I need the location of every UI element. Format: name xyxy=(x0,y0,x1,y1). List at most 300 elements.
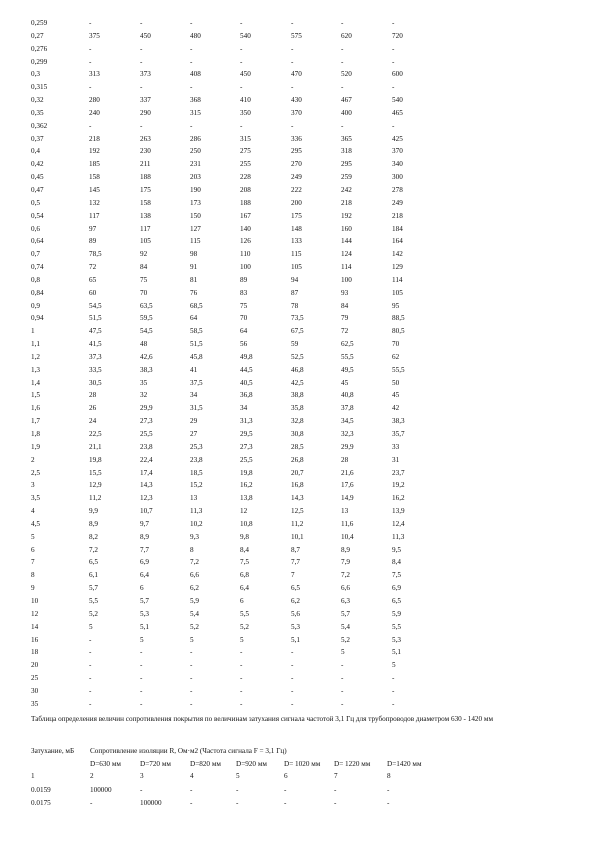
resistance-value: 75 xyxy=(240,301,248,310)
resistance-value: - xyxy=(291,674,294,683)
resistance-value: 259 xyxy=(341,173,352,182)
table-row xyxy=(31,184,591,197)
resistance-value: 72 xyxy=(341,327,349,336)
attenuation-value: 7 xyxy=(31,558,35,567)
resistance-value: 40,5 xyxy=(240,378,253,387)
attenuation-value: 0,3 xyxy=(31,70,40,79)
resistance-value: 27 xyxy=(190,430,198,438)
resistance-value: 11,2 xyxy=(291,519,304,528)
resistance-value: 365 xyxy=(341,134,352,143)
table-row xyxy=(31,248,591,261)
resistance-value: 190 xyxy=(190,185,201,194)
resistance-value: - xyxy=(240,83,243,92)
resistance-value: 410 xyxy=(240,96,251,105)
resistance-value: - xyxy=(89,83,92,92)
resistance-value: 51,5 xyxy=(89,314,102,323)
resistance-value: - xyxy=(89,121,92,130)
attenuation-value: 1,5 xyxy=(31,391,40,400)
resistance-value: 185 xyxy=(89,160,100,169)
resistance-value: 37,5 xyxy=(190,378,203,387)
resistance-value: 51,5 xyxy=(190,340,203,349)
resistance-value: 19,2 xyxy=(392,481,405,490)
resistance-value: - xyxy=(190,57,193,66)
table-row xyxy=(31,659,591,672)
resistance-value: - xyxy=(140,686,143,695)
resistance-value: 10,8 xyxy=(240,519,253,528)
table-row xyxy=(31,621,591,634)
table-row xyxy=(31,364,591,377)
attenuation-value: 0,6 xyxy=(31,224,40,233)
resistance-value: 37,3 xyxy=(89,352,102,361)
attenuation-value: 12 xyxy=(31,609,39,618)
resistance-value: - xyxy=(392,83,395,92)
attenuation-value: 0.0175 xyxy=(31,799,51,807)
resistance-value: 16,2 xyxy=(240,481,253,490)
resistance-value: 21,6 xyxy=(341,468,354,477)
resistance-value: 58,5 xyxy=(190,327,203,336)
resistance-value: 6,5 xyxy=(392,596,401,605)
table-row xyxy=(31,556,591,569)
resistance-value: 540 xyxy=(392,96,403,105)
resistance-value: 100000 xyxy=(90,785,112,794)
resistance-value: - xyxy=(89,686,92,695)
attenuation-value: 0,94 xyxy=(31,314,44,323)
table-row xyxy=(31,120,591,133)
resistance-value: 138 xyxy=(140,211,151,220)
resistance-value: 7,2 xyxy=(190,558,199,567)
resistance-value: 28 xyxy=(89,391,97,400)
diameter-header: D= 1020 мм xyxy=(284,760,321,768)
resistance-value: 60 xyxy=(89,288,97,297)
resistance-value: 5,7 xyxy=(341,609,350,618)
resistance-value: - xyxy=(190,674,193,683)
attenuation-value: 20 xyxy=(31,661,39,670)
resistance-value: 41,5 xyxy=(89,340,102,349)
resistance-value: 450 xyxy=(140,31,151,40)
resistance-value: - xyxy=(392,686,395,695)
resistance-value: 14,9 xyxy=(341,494,354,503)
resistance-value: 42 xyxy=(392,404,400,413)
resistance-value: 5,9 xyxy=(392,609,401,618)
resistance-value: 5 xyxy=(236,772,240,780)
resistance-value: 92 xyxy=(140,250,148,259)
attenuation-value: 1,7 xyxy=(31,417,40,426)
resistance-value: 467 xyxy=(341,96,352,105)
resistance-value: 56 xyxy=(240,340,248,349)
table-row xyxy=(31,797,591,811)
attenuation-value: 1 xyxy=(31,327,35,336)
resistance-value: 31,5 xyxy=(190,404,203,413)
resistance-header-table xyxy=(31,744,591,811)
resistance-value: 81 xyxy=(190,275,198,284)
resistance-value: 7,5 xyxy=(240,558,249,567)
resistance-value: - xyxy=(190,699,193,708)
resistance-value: 62,5 xyxy=(341,340,354,349)
attenuation-value: 0,45 xyxy=(31,173,44,182)
resistance-value: 72 xyxy=(89,263,97,272)
table-row xyxy=(31,287,591,300)
attenuation-value: 35 xyxy=(31,699,39,708)
resistance-value: 8,2 xyxy=(89,532,98,541)
resistance-value: 164 xyxy=(392,237,403,246)
table-row xyxy=(31,56,591,69)
resistance-value: - xyxy=(140,121,143,130)
resistance-value: 24 xyxy=(89,417,97,426)
resistance-value: 5 xyxy=(392,661,396,670)
resistance-value: 148 xyxy=(291,224,302,233)
table-row xyxy=(31,351,591,364)
resistance-value: 100 xyxy=(240,263,251,272)
resistance-value: 8,7 xyxy=(291,545,300,554)
resistance-value: 54,5 xyxy=(89,301,102,310)
attenuation-value: 4 xyxy=(31,507,35,516)
resistance-value: 286 xyxy=(190,134,201,143)
resistance-value: 59 xyxy=(291,340,299,349)
resistance-value: - xyxy=(341,121,344,130)
resistance-value: 7 xyxy=(334,772,338,780)
resistance-value: 6,9 xyxy=(140,558,149,567)
resistance-value: 23,8 xyxy=(190,455,203,464)
attenuation-value: 5 xyxy=(31,532,35,541)
resistance-value: 38,3 xyxy=(140,365,153,374)
resistance-value: 318 xyxy=(341,147,352,156)
resistance-value: 6,2 xyxy=(190,584,199,593)
resistance-value: 5,9 xyxy=(190,596,199,605)
resistance-value: 84 xyxy=(140,263,148,272)
resistance-value: 228 xyxy=(240,173,251,182)
resistance-value: 115 xyxy=(291,250,302,259)
resistance-value: - xyxy=(341,83,344,92)
resistance-value: 280 xyxy=(89,96,100,105)
resistance-value: 6,1 xyxy=(89,571,98,580)
table-row xyxy=(31,312,591,325)
resistance-value: 40,8 xyxy=(341,391,354,400)
attenuation-value: 0,35 xyxy=(31,108,44,117)
resistance-value: 124 xyxy=(341,250,352,259)
resistance-value: 408 xyxy=(190,70,201,79)
resistance-value: 425 xyxy=(392,134,403,143)
attenuation-value: 25 xyxy=(31,674,39,683)
resistance-value: 5,1 xyxy=(140,622,149,631)
attenuation-value: 30 xyxy=(31,686,39,695)
resistance-value: - xyxy=(89,699,92,708)
resistance-value: - xyxy=(240,44,243,53)
resistance-value: 114 xyxy=(341,263,352,272)
resistance-value: 129 xyxy=(392,263,403,272)
table-row xyxy=(31,402,591,415)
resistance-value: 5,3 xyxy=(140,609,149,618)
resistance-value: 250 xyxy=(190,147,201,156)
resistance-value: 370 xyxy=(291,108,302,117)
resistance-value: 64 xyxy=(240,327,248,336)
resistance-value: 34,5 xyxy=(341,417,354,426)
resistance-value: 27,3 xyxy=(140,417,153,426)
resistance-value: 600 xyxy=(392,70,403,79)
resistance-value: 620 xyxy=(341,31,352,40)
resistance-value: 11,6 xyxy=(341,519,354,528)
resistance-value: 275 xyxy=(240,147,251,156)
resistance-value: 144 xyxy=(341,237,352,246)
resistance-value: 17,4 xyxy=(140,468,153,477)
resistance-value: 28 xyxy=(341,455,349,464)
resistance-value: 5,7 xyxy=(140,596,149,605)
resistance-value: 38,3 xyxy=(392,417,405,426)
resistance-value: 67,5 xyxy=(291,327,304,336)
resistance-value: 218 xyxy=(89,134,100,143)
resistance-value: 23,8 xyxy=(140,442,153,451)
resistance-value: - xyxy=(90,799,93,807)
resistance-value: 110 xyxy=(240,250,251,259)
resistance-value: 25,3 xyxy=(190,442,203,451)
resistance-value: 6 xyxy=(240,596,244,605)
resistance-value: 13,9 xyxy=(392,507,405,516)
resistance-value: 465 xyxy=(392,108,403,117)
table-row xyxy=(31,505,591,518)
resistance-value: 13 xyxy=(190,494,198,503)
resistance-value: 105 xyxy=(392,288,403,297)
resistance-value: 50 xyxy=(392,378,400,387)
attenuation-value: 1 xyxy=(31,772,35,780)
resistance-value: 42,6 xyxy=(140,352,153,361)
resistance-value: - xyxy=(236,799,239,807)
resistance-value: 12 xyxy=(240,507,248,516)
table-row xyxy=(31,145,591,158)
attenuation-value: 0,54 xyxy=(31,211,44,220)
resistance-value: 336 xyxy=(291,134,302,143)
resistance-value: 5 xyxy=(140,635,144,644)
attenuation-value: 18 xyxy=(31,648,39,657)
diameter-header: D=920 мм xyxy=(236,760,267,768)
resistance-value: 16,8 xyxy=(291,481,304,490)
attenuation-value: 1,2 xyxy=(31,352,40,361)
resistance-value: 222 xyxy=(291,185,302,194)
resistance-value: 8 xyxy=(387,772,391,780)
resistance-value: - xyxy=(89,44,92,53)
resistance-value: - xyxy=(140,785,143,794)
resistance-value: 46,8 xyxy=(291,365,304,374)
resistance-value: 720 xyxy=(392,31,403,40)
resistance-value: 158 xyxy=(140,198,151,207)
resistance-value: 36,8 xyxy=(240,391,253,400)
resistance-value: 7,2 xyxy=(341,571,350,580)
attenuation-value: 1,6 xyxy=(31,404,40,413)
resistance-value: - xyxy=(291,57,294,66)
table-row xyxy=(31,479,591,492)
resistance-value: 25,5 xyxy=(140,430,153,438)
resistance-value: 63,5 xyxy=(140,301,153,310)
resistance-value: 31,3 xyxy=(240,417,253,426)
attenuation-value: 14 xyxy=(31,622,39,631)
resistance-value: 21,1 xyxy=(89,442,102,451)
attenuation-value: 0,315 xyxy=(31,83,48,92)
resistance-value: 263 xyxy=(140,134,151,143)
table-row xyxy=(31,569,591,582)
resistance-value: 88,5 xyxy=(392,314,405,323)
table-row xyxy=(31,646,591,659)
diameter-header: D=1420 мм xyxy=(387,760,422,768)
resistance-value: 350 xyxy=(240,108,251,117)
resistance-value: 242 xyxy=(341,185,352,194)
resistance-value: 65 xyxy=(89,275,97,284)
resistance-value: - xyxy=(291,661,294,670)
resistance-value: - xyxy=(140,44,143,53)
table-row xyxy=(31,634,591,647)
resistance-value: - xyxy=(140,674,143,683)
resistance-value: - xyxy=(190,44,193,53)
resistance-value: 32,8 xyxy=(291,417,304,426)
table-row xyxy=(31,133,591,146)
table-row xyxy=(31,17,591,30)
resistance-value: 13 xyxy=(341,507,349,516)
attenuation-value: 0,362 xyxy=(31,121,48,130)
resistance-value: 49,5 xyxy=(341,365,354,374)
resistance-value: 300 xyxy=(392,173,403,182)
table-row xyxy=(31,389,591,402)
resistance-value: 6 xyxy=(140,584,144,593)
resistance-value: 14,3 xyxy=(291,494,304,503)
resistance-value: - xyxy=(140,57,143,66)
resistance-value: 34 xyxy=(190,391,198,400)
resistance-value: 55,5 xyxy=(392,365,405,374)
resistance-value: 218 xyxy=(392,211,403,220)
resistance-value: 54,5 xyxy=(140,327,153,336)
table-row xyxy=(31,582,591,595)
table-row xyxy=(31,94,591,107)
attenuation-value: 0,276 xyxy=(31,44,48,53)
resistance-value: - xyxy=(392,57,395,66)
resistance-value: 5,5 xyxy=(392,622,401,631)
resistance-value: - xyxy=(291,686,294,695)
resistance-value: 9,7 xyxy=(140,519,149,528)
resistance-value: 10,4 xyxy=(341,532,354,541)
resistance-value: 97 xyxy=(89,224,97,233)
table-row xyxy=(31,698,591,711)
resistance-value: 23,7 xyxy=(392,468,405,477)
resistance-value: - xyxy=(341,661,344,670)
attenuation-value: 0,8 xyxy=(31,275,40,284)
resistance-value: - xyxy=(190,785,193,794)
attenuation-value: 0,47 xyxy=(31,185,44,194)
resistance-value: 133 xyxy=(291,237,302,246)
resistance-value: - xyxy=(334,785,337,794)
resistance-value: 230 xyxy=(140,147,151,156)
resistance-value: 76 xyxy=(190,288,198,297)
resistance-value: 142 xyxy=(392,250,403,259)
resistance-value: 70 xyxy=(392,340,400,349)
table-row xyxy=(31,672,591,685)
resistance-value: 91 xyxy=(190,263,198,272)
resistance-value: 78,5 xyxy=(89,250,102,259)
attenuation-value: 0,259 xyxy=(31,19,48,27)
table-row xyxy=(31,784,591,798)
resistance-value: - xyxy=(392,674,395,683)
resistance-value: 158 xyxy=(89,173,100,182)
resistance-value: 89 xyxy=(240,275,248,284)
resistance-value: 73,5 xyxy=(291,314,304,323)
resistance-value: - xyxy=(89,19,92,27)
resistance-value: - xyxy=(89,635,92,644)
attenuation-value: 0.0159 xyxy=(31,785,51,794)
resistance-value: 83 xyxy=(240,288,248,297)
resistance-value: 126 xyxy=(240,237,251,246)
attenuation-value: 1,8 xyxy=(31,430,40,438)
resistance-value: - xyxy=(190,19,193,27)
resistance-value: - xyxy=(190,648,193,657)
resistance-value: 15,2 xyxy=(190,481,203,490)
resistance-value: 28,5 xyxy=(291,442,304,451)
attenuation-value: 2 xyxy=(31,455,35,464)
resistance-value: 8,4 xyxy=(392,558,401,567)
table-row xyxy=(31,608,591,621)
resistance-value: 218 xyxy=(341,198,352,207)
resistance-value: 29 xyxy=(190,417,198,426)
resistance-value: - xyxy=(334,799,337,807)
resistance-value: 430 xyxy=(291,96,302,105)
resistance-value: 98 xyxy=(190,250,198,259)
resistance-value: 192 xyxy=(341,211,352,220)
resistance-value: - xyxy=(89,674,92,683)
resistance-value: 12,9 xyxy=(89,481,102,490)
resistance-value: 42,5 xyxy=(291,378,304,387)
resistance-value: 9,3 xyxy=(190,532,199,541)
resistance-value: - xyxy=(140,661,143,670)
attenuation-value: 0,42 xyxy=(31,160,44,169)
resistance-value: 290 xyxy=(140,108,151,117)
resistance-value: 5,4 xyxy=(341,622,350,631)
resistance-value: 16,2 xyxy=(392,494,405,503)
resistance-value: 105 xyxy=(291,263,302,272)
attenuation-value: 0,84 xyxy=(31,288,44,297)
resistance-value: 19,8 xyxy=(89,455,102,464)
resistance-value: - xyxy=(284,785,287,794)
attenuation-value: 0,5 xyxy=(31,198,40,207)
resistance-value: 295 xyxy=(341,160,352,169)
resistance-value: - xyxy=(387,785,390,794)
table-row xyxy=(31,415,591,428)
table-row xyxy=(31,770,591,784)
attenuation-value: 9 xyxy=(31,584,35,593)
resistance-value: 33,5 xyxy=(89,365,102,374)
resistance-value: 45,8 xyxy=(190,352,203,361)
resistance-value: 140 xyxy=(240,224,251,233)
table-row xyxy=(31,428,591,441)
resistance-value: - xyxy=(240,686,243,695)
resistance-value: 173 xyxy=(190,198,201,207)
attenuation-value: 0,74 xyxy=(31,263,44,272)
attenuation-value: 3 xyxy=(31,481,35,490)
resistance-value: 20,7 xyxy=(291,468,304,477)
attenuation-value: 0,9 xyxy=(31,301,40,310)
resistance-value: 22,5 xyxy=(89,430,102,438)
resistance-value: 240 xyxy=(89,108,100,117)
resistance-value: 208 xyxy=(240,185,251,194)
attenuation-value: 1,3 xyxy=(31,365,40,374)
resistance-value: 370 xyxy=(392,147,403,156)
resistance-value: 117 xyxy=(89,211,100,220)
table-row xyxy=(31,274,591,287)
resistance-value: 30,5 xyxy=(89,378,102,387)
resistance-value: 89 xyxy=(89,237,97,246)
resistance-value: 45 xyxy=(392,391,400,400)
table-row xyxy=(31,377,591,390)
attenuation-value: 16 xyxy=(31,635,39,644)
resistance-value: 78 xyxy=(291,301,299,310)
resistance-value: 368 xyxy=(190,96,201,105)
resistance-value: 114 xyxy=(392,275,403,284)
resistance-value: 29,9 xyxy=(341,442,354,451)
table-row xyxy=(31,210,591,223)
resistance-value: 7 xyxy=(291,571,295,580)
